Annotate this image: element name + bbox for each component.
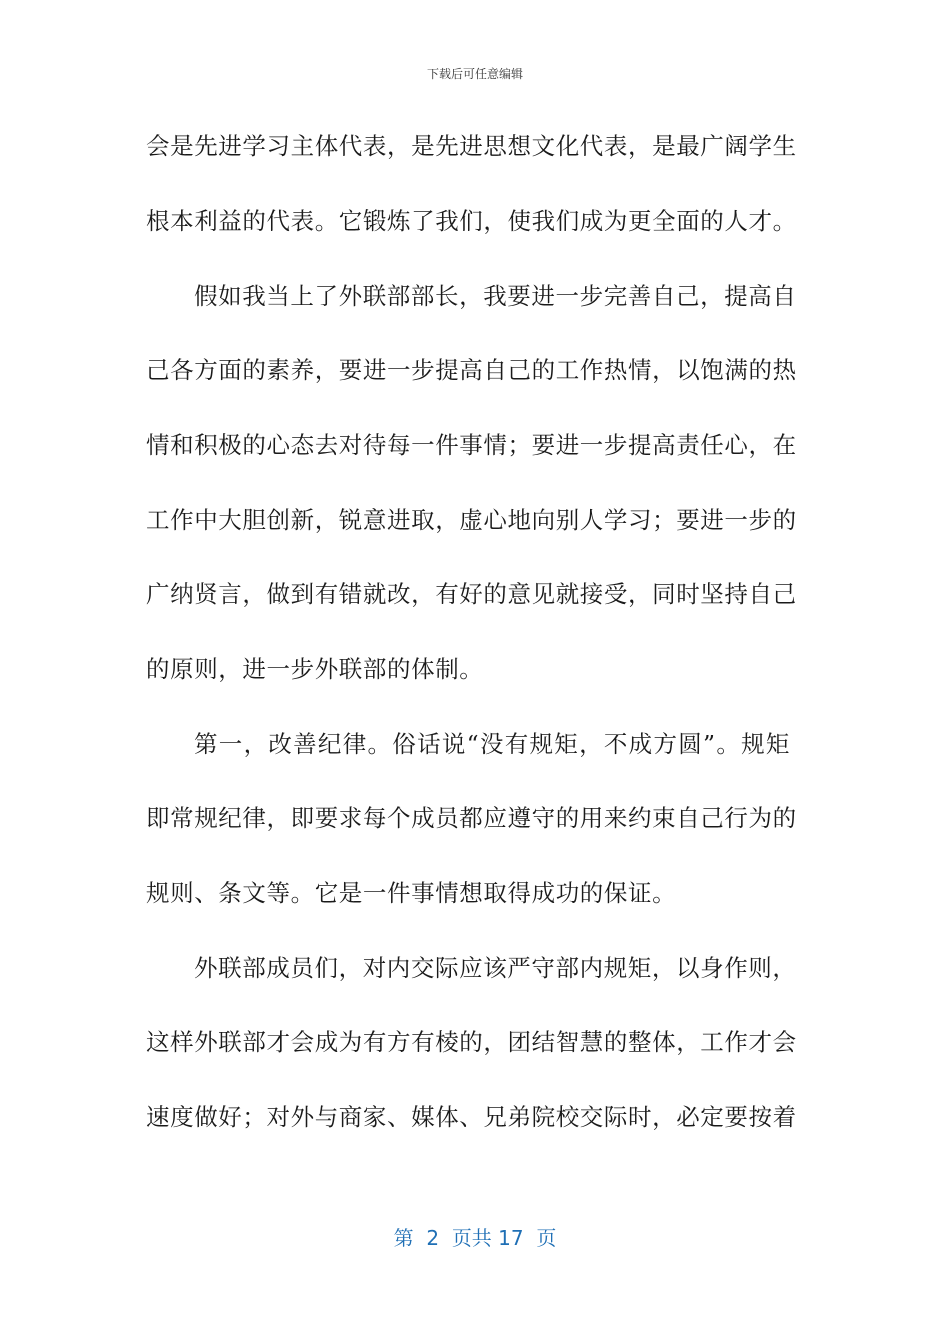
paragraph-first-line: 假如我当上了外联部部长，我要进一步完善自己，提高自	[194, 282, 797, 310]
page-footer	[0, 1224, 950, 1252]
text-line: 即常规纪律，即要求每个成员都应遵守的用来约束自己行为的	[146, 804, 797, 832]
text-line: 己各方面的素养，要进一步提高自己的工作热情，以饱满的热	[146, 356, 797, 384]
header-text: 下载后可任意编辑	[426, 67, 523, 81]
text-line: 根本利益的代表。它锻炼了我们，使我们成为更全面的人才。	[146, 207, 797, 235]
page-number: 2	[426, 1226, 440, 1250]
text-line: 这样外联部才会成为有方有棱的，团结智慧的整体，工作才会	[146, 1028, 797, 1056]
text-line: 会是先进学习主体代表，是先进思想文化代表，是最广阔学生	[146, 132, 797, 160]
total-pages: 17	[498, 1226, 524, 1250]
text-line: 工作中大胆创新，锐意进取，虚心地向别人学习；要进一步的	[146, 506, 797, 534]
text-line: 情和积极的心态去对待每一件事情；要进一步提高责任心，在	[146, 431, 797, 459]
page-label-middle: 页共	[451, 1226, 492, 1250]
page-label-prefix: 第	[393, 1226, 414, 1250]
text-line: 广纳贤言，做到有错就改，有好的意见就接受，同时坚持自己	[146, 580, 797, 608]
text-line: 速度做好；对外与商家、媒体、兄弟院校交际时，必定要按着	[146, 1103, 797, 1131]
paragraph-first-line: 第一，改善纪律。俗话说“没有规矩，不成方圆”。规矩	[194, 730, 790, 758]
paragraph-last-line: 规则、条文等。它是一件事情想取得成功的保证。	[146, 879, 677, 907]
paragraph-last-line: 的原则，进一步外联部的体制。	[146, 655, 484, 683]
paragraph-first-line: 外联部成员们，对内交际应该严守部内规矩，以身作则，	[194, 954, 797, 982]
page-header	[0, 66, 950, 82]
page-label-suffix: 页	[536, 1226, 557, 1250]
